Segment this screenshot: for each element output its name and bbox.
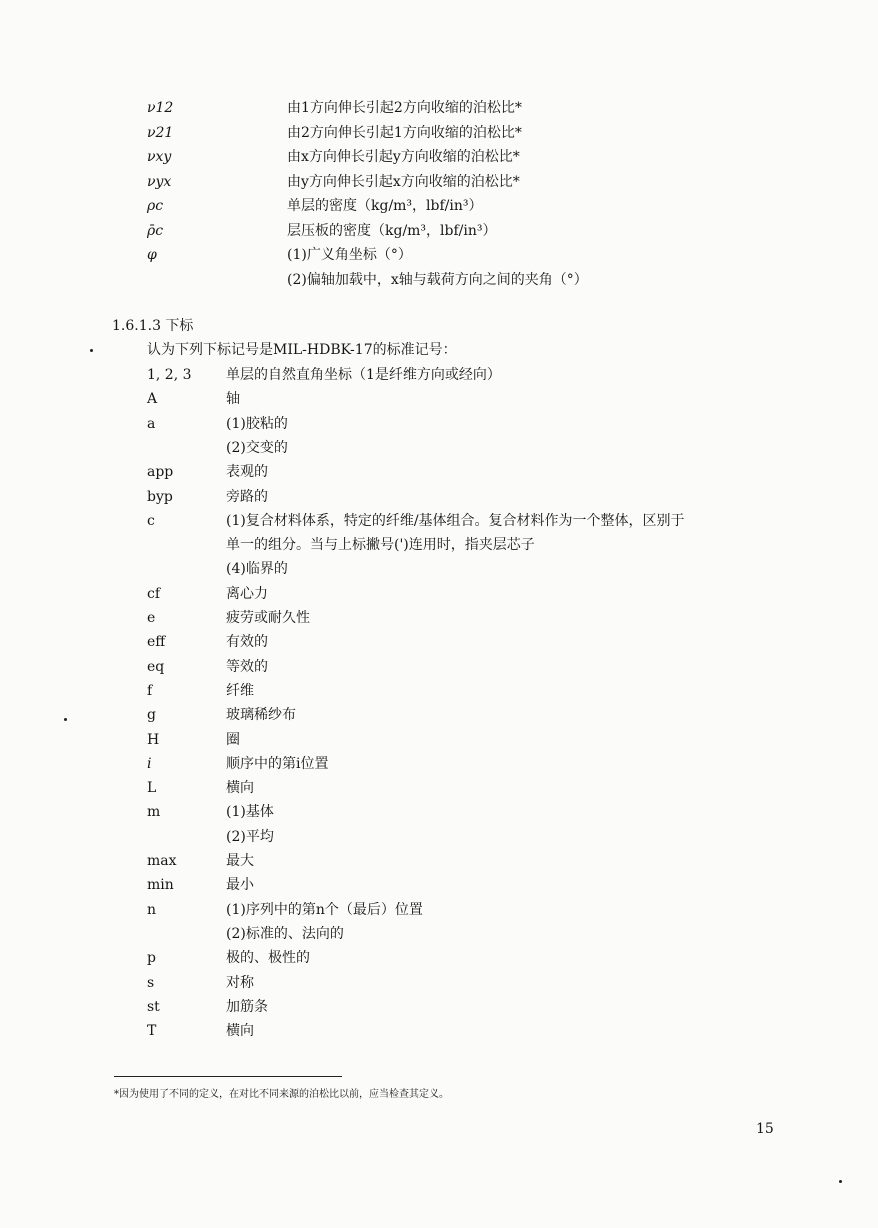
subscript-description: 对称 bbox=[226, 974, 254, 991]
scan-speck bbox=[839, 1180, 842, 1183]
subscript-term: T bbox=[147, 1023, 157, 1040]
subscript-term: g bbox=[147, 707, 156, 724]
symbol-term: φ bbox=[147, 247, 157, 263]
subscript-description: (1)基体 bbox=[226, 804, 274, 821]
subscript-description: 有效的 bbox=[226, 634, 268, 651]
subscript-term: app bbox=[147, 464, 174, 481]
subscript-term: c bbox=[147, 512, 155, 529]
subscript-term: n bbox=[147, 901, 157, 918]
symbol-term: ρc bbox=[147, 198, 164, 214]
scan-speck bbox=[64, 718, 67, 721]
subscript-term: eq bbox=[147, 658, 165, 675]
symbol-description: 由2方向伸长引起1方向收缩的泊松比* bbox=[287, 124, 522, 141]
subscript-description: 最大 bbox=[226, 853, 254, 869]
subscript-description: 等效的 bbox=[226, 658, 268, 675]
subscript-description: 表观的 bbox=[226, 464, 268, 481]
symbol-description: 层压板的密度（kg/m³，lbf/in³） bbox=[287, 222, 497, 239]
symbol-description: 由1方向伸长引起2方向收缩的泊松比* bbox=[287, 100, 522, 116]
section-heading: 1.6.1.3 下标 bbox=[112, 318, 194, 334]
subscript-description: (1)序列中的第n个（最后）位置 bbox=[226, 901, 423, 918]
symbol-term: νyx bbox=[147, 173, 172, 190]
subscript-term: eff bbox=[147, 634, 166, 651]
subscript-description: 顺序中的第i位置 bbox=[226, 755, 329, 772]
subscript-description: 单一的组分。当与上标撇号(')连用时，指夹层芯子 bbox=[226, 537, 535, 554]
subscript-description: 单层的自然直角坐标（1是纤维方向或经向） bbox=[226, 367, 501, 383]
scan-speck bbox=[90, 349, 93, 352]
subscript-description: 旁路的 bbox=[226, 488, 268, 505]
subscript-description: (1)复合材料体系，特定的纤维/基体组合。复合材料作为一个整体，区别于 bbox=[226, 512, 685, 529]
subscript-term: cf bbox=[147, 585, 161, 602]
subscript-description: (2)标准的、法向的 bbox=[226, 925, 344, 942]
subscript-description: (4)临界的 bbox=[226, 561, 288, 578]
symbol-term: ρ̄c bbox=[147, 222, 164, 239]
symbol-description: 单层的密度（kg/m³，lbf/in³） bbox=[287, 198, 483, 214]
subscript-term: min bbox=[147, 877, 174, 894]
subscript-description: 离心力 bbox=[226, 585, 268, 602]
subscript-term: L bbox=[147, 780, 157, 797]
page-number: 15 bbox=[756, 1121, 774, 1137]
subscript-term: p bbox=[147, 950, 156, 967]
symbol-description: (1)广义角坐标（°） bbox=[287, 247, 412, 263]
subscript-term: m bbox=[147, 804, 161, 821]
footnote-rule bbox=[114, 1076, 342, 1077]
subscript-term: max bbox=[147, 853, 177, 869]
subscript-description: (2)平均 bbox=[226, 828, 274, 845]
subscript-term: a bbox=[147, 415, 156, 432]
symbol-description: (2)偏轴加载中，x轴与载荷方向之间的夹角（°） bbox=[287, 271, 588, 288]
footnote: *因为使用了不同的定义，在对比不同来源的泊松比以前，应当检查其定义。 bbox=[114, 1089, 449, 1100]
subscript-description: 轴 bbox=[226, 391, 240, 408]
subscript-term: e bbox=[147, 610, 156, 626]
symbol-description: 由y方向伸长引起x方向收缩的泊松比* bbox=[287, 173, 520, 190]
subscript-description: 纤维 bbox=[226, 682, 254, 699]
subscript-term: i bbox=[147, 755, 152, 772]
subscript-description: 玻璃稀纱布 bbox=[226, 707, 296, 724]
subscript-term: s bbox=[147, 974, 155, 991]
subscript-term: byp bbox=[147, 488, 173, 505]
subscript-description: 横向 bbox=[226, 780, 254, 797]
subscript-description: (1)胶粘的 bbox=[226, 415, 288, 432]
subscript-description: 加筋条 bbox=[226, 998, 268, 1015]
subscript-description: 疲劳或耐久性 bbox=[226, 610, 310, 626]
symbol-term: ν21 bbox=[147, 124, 174, 141]
subscript-description: (2)交变的 bbox=[226, 439, 288, 456]
section-intro: 认为下列下标记号是MIL-HDBK-17的标准记号： bbox=[147, 342, 457, 358]
subscript-term: f bbox=[147, 682, 153, 699]
symbol-term: ν12 bbox=[147, 100, 174, 116]
subscript-term: 1, 2, 3 bbox=[147, 367, 192, 383]
subscript-term: st bbox=[147, 998, 160, 1015]
subscript-description: 横向 bbox=[226, 1023, 254, 1040]
subscript-term: A bbox=[147, 391, 158, 408]
symbol-term: νxy bbox=[147, 149, 172, 165]
subscript-description: 圈 bbox=[226, 731, 240, 748]
subscript-description: 极的、极性的 bbox=[226, 950, 310, 967]
symbol-description: 由x方向伸长引起y方向收缩的泊松比* bbox=[287, 149, 520, 165]
subscript-description: 最小 bbox=[226, 877, 254, 894]
subscript-term: H bbox=[147, 731, 160, 748]
